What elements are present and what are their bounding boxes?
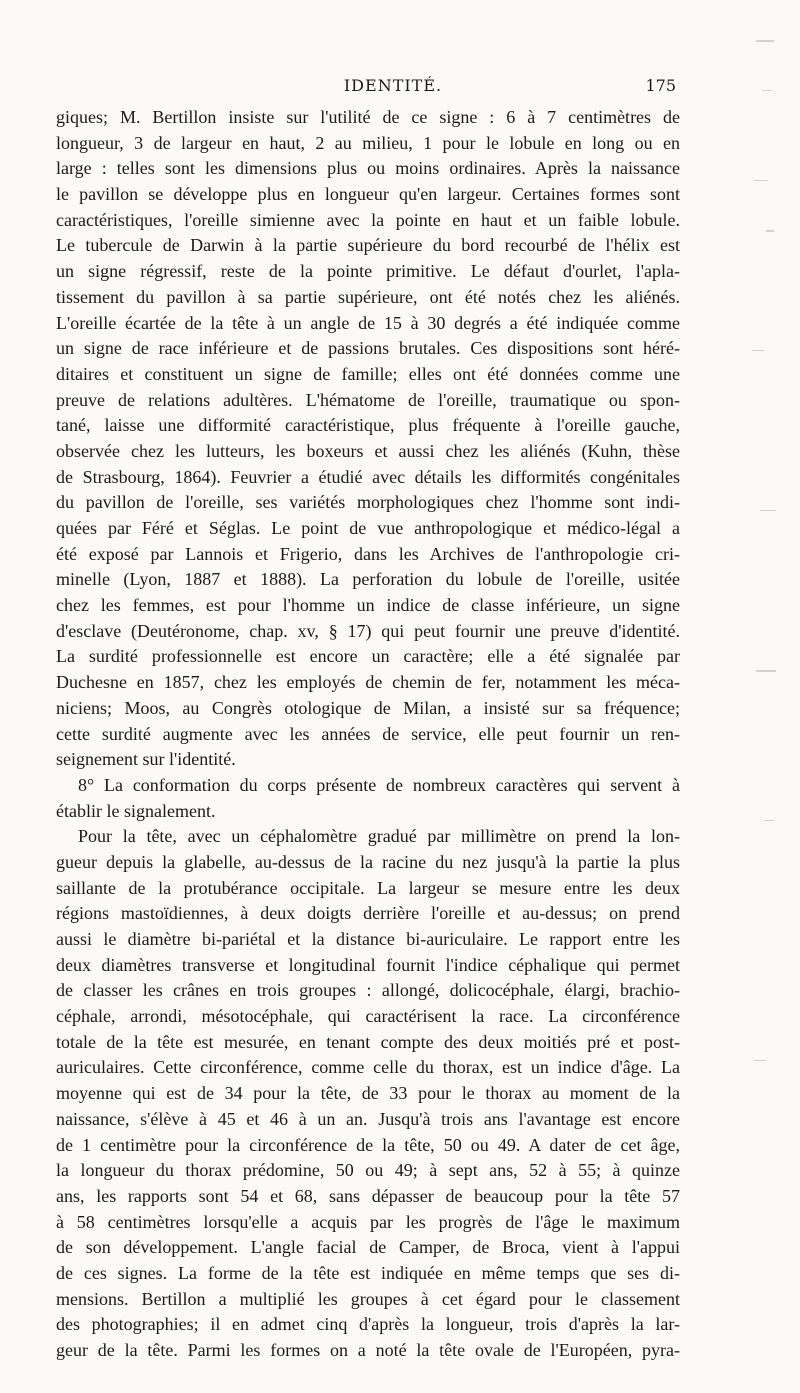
text-line: caractéristiques, l'oreille simienne avec la pointe en haut et un faible lobule. [56, 209, 680, 230]
text-line: cette surdité augmente avec les années de service, elle peut fournir un ren- [56, 723, 680, 744]
text-line: le pavillon se développe plus en longueur qu'en largeur. Certaines formes sont [56, 184, 680, 205]
text-line: de son développement. L'angle facial de Camper, de Broca, vient à l'appui [56, 1237, 680, 1258]
text-line: tissement du pavillon à sa partie supérieure, ont été notés chez les aliénés. [56, 286, 680, 307]
text-line: quées par Féré et Séglas. Le point de vue anthropologique et médico-légal a [56, 518, 680, 538]
text-line: saillante de la protubérance occipitale. La largeur se mesure entre les deux [56, 877, 680, 898]
text-line: naissance, s'élève à 45 et 46 à un an. Jusqu'à trois ans l'avantage est encore [56, 1108, 680, 1129]
text-line: minelle (Lyon, 1887 et 1888). La perforation du lobule de l'oreille, usitée [56, 569, 680, 590]
text-line: d'esclave (Deutéronome, chap. xv, § 17) qui peut fournir une preuve d'identité. [56, 620, 680, 641]
text-line: Le tubercule de Darwin à la partie supérieure du bord recourbé de l'hélix est [56, 235, 680, 256]
text-line: Pour la tête, avec un céphalomètre gradué par millimètre on prend la lon- [78, 826, 680, 847]
text-line: été exposé par Lannois et Frigerio, dans les Archives de l'anthropologie cri- [56, 543, 680, 564]
text-line: régions mastoïdiennes, à deux doigts derrière l'oreille et au-dessus; on prend [56, 903, 680, 924]
text-line: gueur depuis la glabelle, au-dessus de la racine du nez jusqu'à la partie la plus [56, 851, 680, 872]
page-number: 175 [645, 76, 676, 95]
text-line: niciens; Moos, au Congrès otologique de Milan, a insisté sur sa fréquence; [56, 697, 680, 718]
text-line: aussi le diamètre bi-pariétal et la distance bi-auriculaire. Le rapport entre les [56, 929, 680, 949]
text-line: à 58 centimètres lorsqu'elle a acquis par les progrès de l'âge le maximum [56, 1211, 680, 1232]
text-line: La surdité professionnelle est encore un caractère; elle a été signalée par [56, 646, 680, 667]
text-line: preuve de relations adultères. L'hématome de l'oreille, traumatique ou spon- [56, 389, 680, 410]
text-line: la longueur du thorax prédomine, 50 ou 49; à sept ans, 52 à 55; à quinze [56, 1160, 680, 1181]
text-line: un signe de race inférieure et de passions brutales. Ces dispositions sont héré- [56, 338, 680, 359]
text-line: ditaires et constituent un signe de famille; elles ont été données comme une [56, 363, 680, 384]
text-line: ans, les rapports sont 54 et 68, sans dépasser de beaucoup pour la tête 57 [56, 1185, 680, 1206]
running-title: IDENTITÉ. [343, 76, 443, 95]
text-line: tané, laisse une difformité caractéristique, plus fréquente à l'oreille gauche, [56, 415, 680, 436]
text-line: auriculaires. Cette circonférence, comme celle du thorax, est un indice d'âge. La [56, 1057, 680, 1078]
text-line: 8° La conformation du corps présente de nombreux caractères qui servent à [78, 774, 680, 795]
scan-margin-noise [750, 30, 790, 1230]
text-line: mensions. Bertillon a multiplié les groupes à cet égard pour le classement [56, 1288, 680, 1309]
running-head [110, 76, 676, 100]
text-line: chez les femmes, est pour l'homme un indice de classe inférieure, un signe [56, 595, 680, 616]
text-line: longueur, 3 de largeur en haut, 2 au milieu, 1 pour le lobule en long ou en [56, 132, 680, 153]
text-line: de ces signes. La forme de la tête est indiquée en même temps que ses di- [56, 1262, 680, 1283]
text-line: giques; M. Bertillon insiste sur l'utilité de ce signe : 6 à 7 centimètres de [56, 107, 680, 127]
text-line: céphale, arrondi, mésotocéphale, qui caractérisent la race. La circonférence [56, 1006, 680, 1027]
text-line: large : telles sont les dimensions plus ou moins ordinaires. Après la naissance [56, 158, 680, 179]
text-line: moyenne qui est de 34 pour la tête, de 33 pour le thorax au moment de la [56, 1083, 680, 1104]
text-line [56, 1364, 680, 1390]
text-line: établir le signalement. [56, 800, 216, 821]
text-line: totale de la tête est mesurée, en tenant compte des deux moitiés pré et post- [56, 1031, 680, 1052]
text-line: de 1 centimètre pour la circonférence de la tête, 50 ou 49. A dater de cet âge, [56, 1134, 680, 1155]
text-line: du pavillon de l'oreille, ses variétés morphologiques chez l'homme sont indi- [56, 492, 680, 513]
text-line: geur de la tête. Parmi les formes on a noté la tête ovale de l'Européen, pyra- [56, 1340, 680, 1360]
text-line: Duchesne en 1857, chez les employés de chemin de fer, notamment les méca- [56, 672, 680, 693]
text-line: de Strasbourg, 1864). Feuvrier a étudié avec détails les difformités congénitales [56, 466, 680, 487]
text-line: observée chez les lutteurs, les boxeurs et aussi chez les aliénés (Kuhn, thèse [56, 440, 680, 461]
text-line: des photographies; il en admet cinq d'après la longueur, trois d'après la lar- [56, 1314, 680, 1335]
body-text [56, 105, 680, 1389]
text-line: L'oreille écartée de la tête à un angle de 15 à 30 degrés a été indiquée comme [56, 312, 680, 333]
text-line: de classer les crânes en trois groupes : allongé, dolicocéphale, élargi, brachio- [56, 980, 680, 1001]
text-line: seignement sur l'identité. [56, 749, 236, 770]
text-line: deux diamètres transverse et longitudinal fournit l'indice céphalique qui permet [56, 954, 680, 975]
text-line: un signe régressif, reste de la pointe primitive. Le défaut d'ourlet, l'apla- [56, 261, 680, 282]
